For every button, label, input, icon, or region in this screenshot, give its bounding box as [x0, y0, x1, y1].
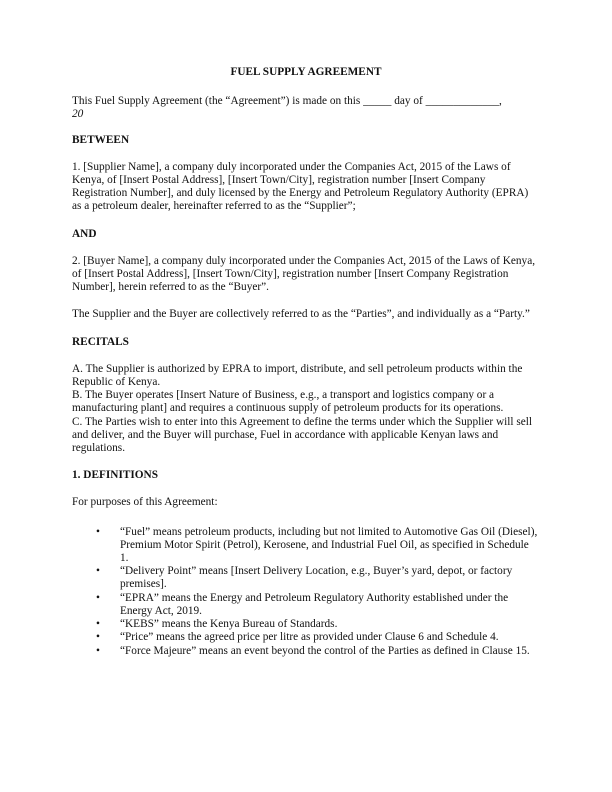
bullet-icon: •: [96, 565, 100, 578]
definition-text: “Delivery Point” means [Insert Delivery Location, e.g., Buyer’s yard, depot, or factory premises].: [120, 565, 513, 591]
recitals-heading: RECITALS: [72, 335, 129, 348]
between-heading: BETWEEN: [72, 133, 130, 146]
definition-text: “Fuel” means petroleum products, including but not limited to Automotive Gas Oil (Diesel), Premium Motor Spirit (Petrol), Kerosene, and Industrial Fuel Oil, as specified in Schedule 1.: [120, 525, 538, 565]
definition-item: [96, 592, 540, 618]
definitions-list: [72, 526, 540, 658]
intro-text: This Fuel Supply Agreement (the “Agreement”) is made on this _____ day of _____________,: [72, 95, 502, 108]
document-title: FUEL SUPPLY AGREEMENT: [230, 66, 382, 78]
definitions-heading: 1. DEFINITIONS: [72, 469, 159, 482]
parties-statement: The Supplier and the Buyer are collectively referred to as the “Parties”, and individually as a “Party.”: [72, 308, 530, 321]
definition-text: “EPRA” means the Energy and Petroleum Regulatory Authority established under the Energy Act, 2019.: [120, 591, 509, 617]
intro-year: 20: [72, 108, 84, 121]
intro-paragraph: [72, 95, 540, 121]
definition-text: “Price” means the agreed price per litre as provided under Clause 6 and Schedule 4.: [120, 631, 499, 644]
recital-item: B. The Buyer operates [Insert Nature of Business, e.g., a transport and logistics company or a manufacturing plant] and requires a continuous supply of petroleum products for its operations.: [72, 389, 504, 415]
bullet-icon: •: [96, 525, 100, 538]
definitions-intro: For purposes of this Agreement:: [72, 496, 218, 509]
definition-text: “Force Majeure” means an event beyond the control of the Parties as defined in Clause 15.: [120, 644, 530, 657]
party-supplier-paragraph: 1. [Supplier Name], a company duly incorporated under the Companies Act, 2015 of the Laws of Kenya, of [Insert Postal Address], [Insert Town/City], registration number [Insert Company Registration Number], and duly licensed by the Energy and Petroleum Regulatory Authority (EPRA) as a petroleum dealer, hereinafter referred to as the “Supplier”;: [72, 160, 529, 213]
document-page: [72, 66, 540, 658]
definition-item: [96, 645, 540, 658]
recitals-list: [72, 363, 540, 455]
bullet-icon: •: [96, 644, 100, 657]
bullet-icon: •: [96, 631, 100, 644]
and-heading: AND: [72, 227, 97, 240]
definition-item: [96, 631, 540, 644]
definition-item: [96, 618, 540, 631]
bullet-icon: •: [96, 618, 100, 631]
definition-item: [96, 526, 540, 566]
recital-item: A. The Supplier is authorized by EPRA to import, distribute, and sell petroleum products within the Republic of Kenya.: [72, 362, 523, 389]
recital-item: C. The Parties wish to enter into this Agreement to define the terms under which the Supplier will sell and deliver, and the Buyer will purchase, Fuel in accordance with applicable Kenyan laws and regulations.: [72, 415, 533, 455]
party-buyer-paragraph: 2. [Buyer Name], a company duly incorporated under the Companies Act, 2015 of the Laws of Kenya, of [Insert Postal Address], [Insert Town/City], registration number [Insert Company Registration Number], herein referred to as the “Buyer”.: [72, 254, 536, 294]
definition-item: [96, 565, 540, 591]
definition-text: “KEBS” means the Kenya Bureau of Standards.: [120, 618, 338, 631]
bullet-icon: •: [96, 591, 100, 604]
